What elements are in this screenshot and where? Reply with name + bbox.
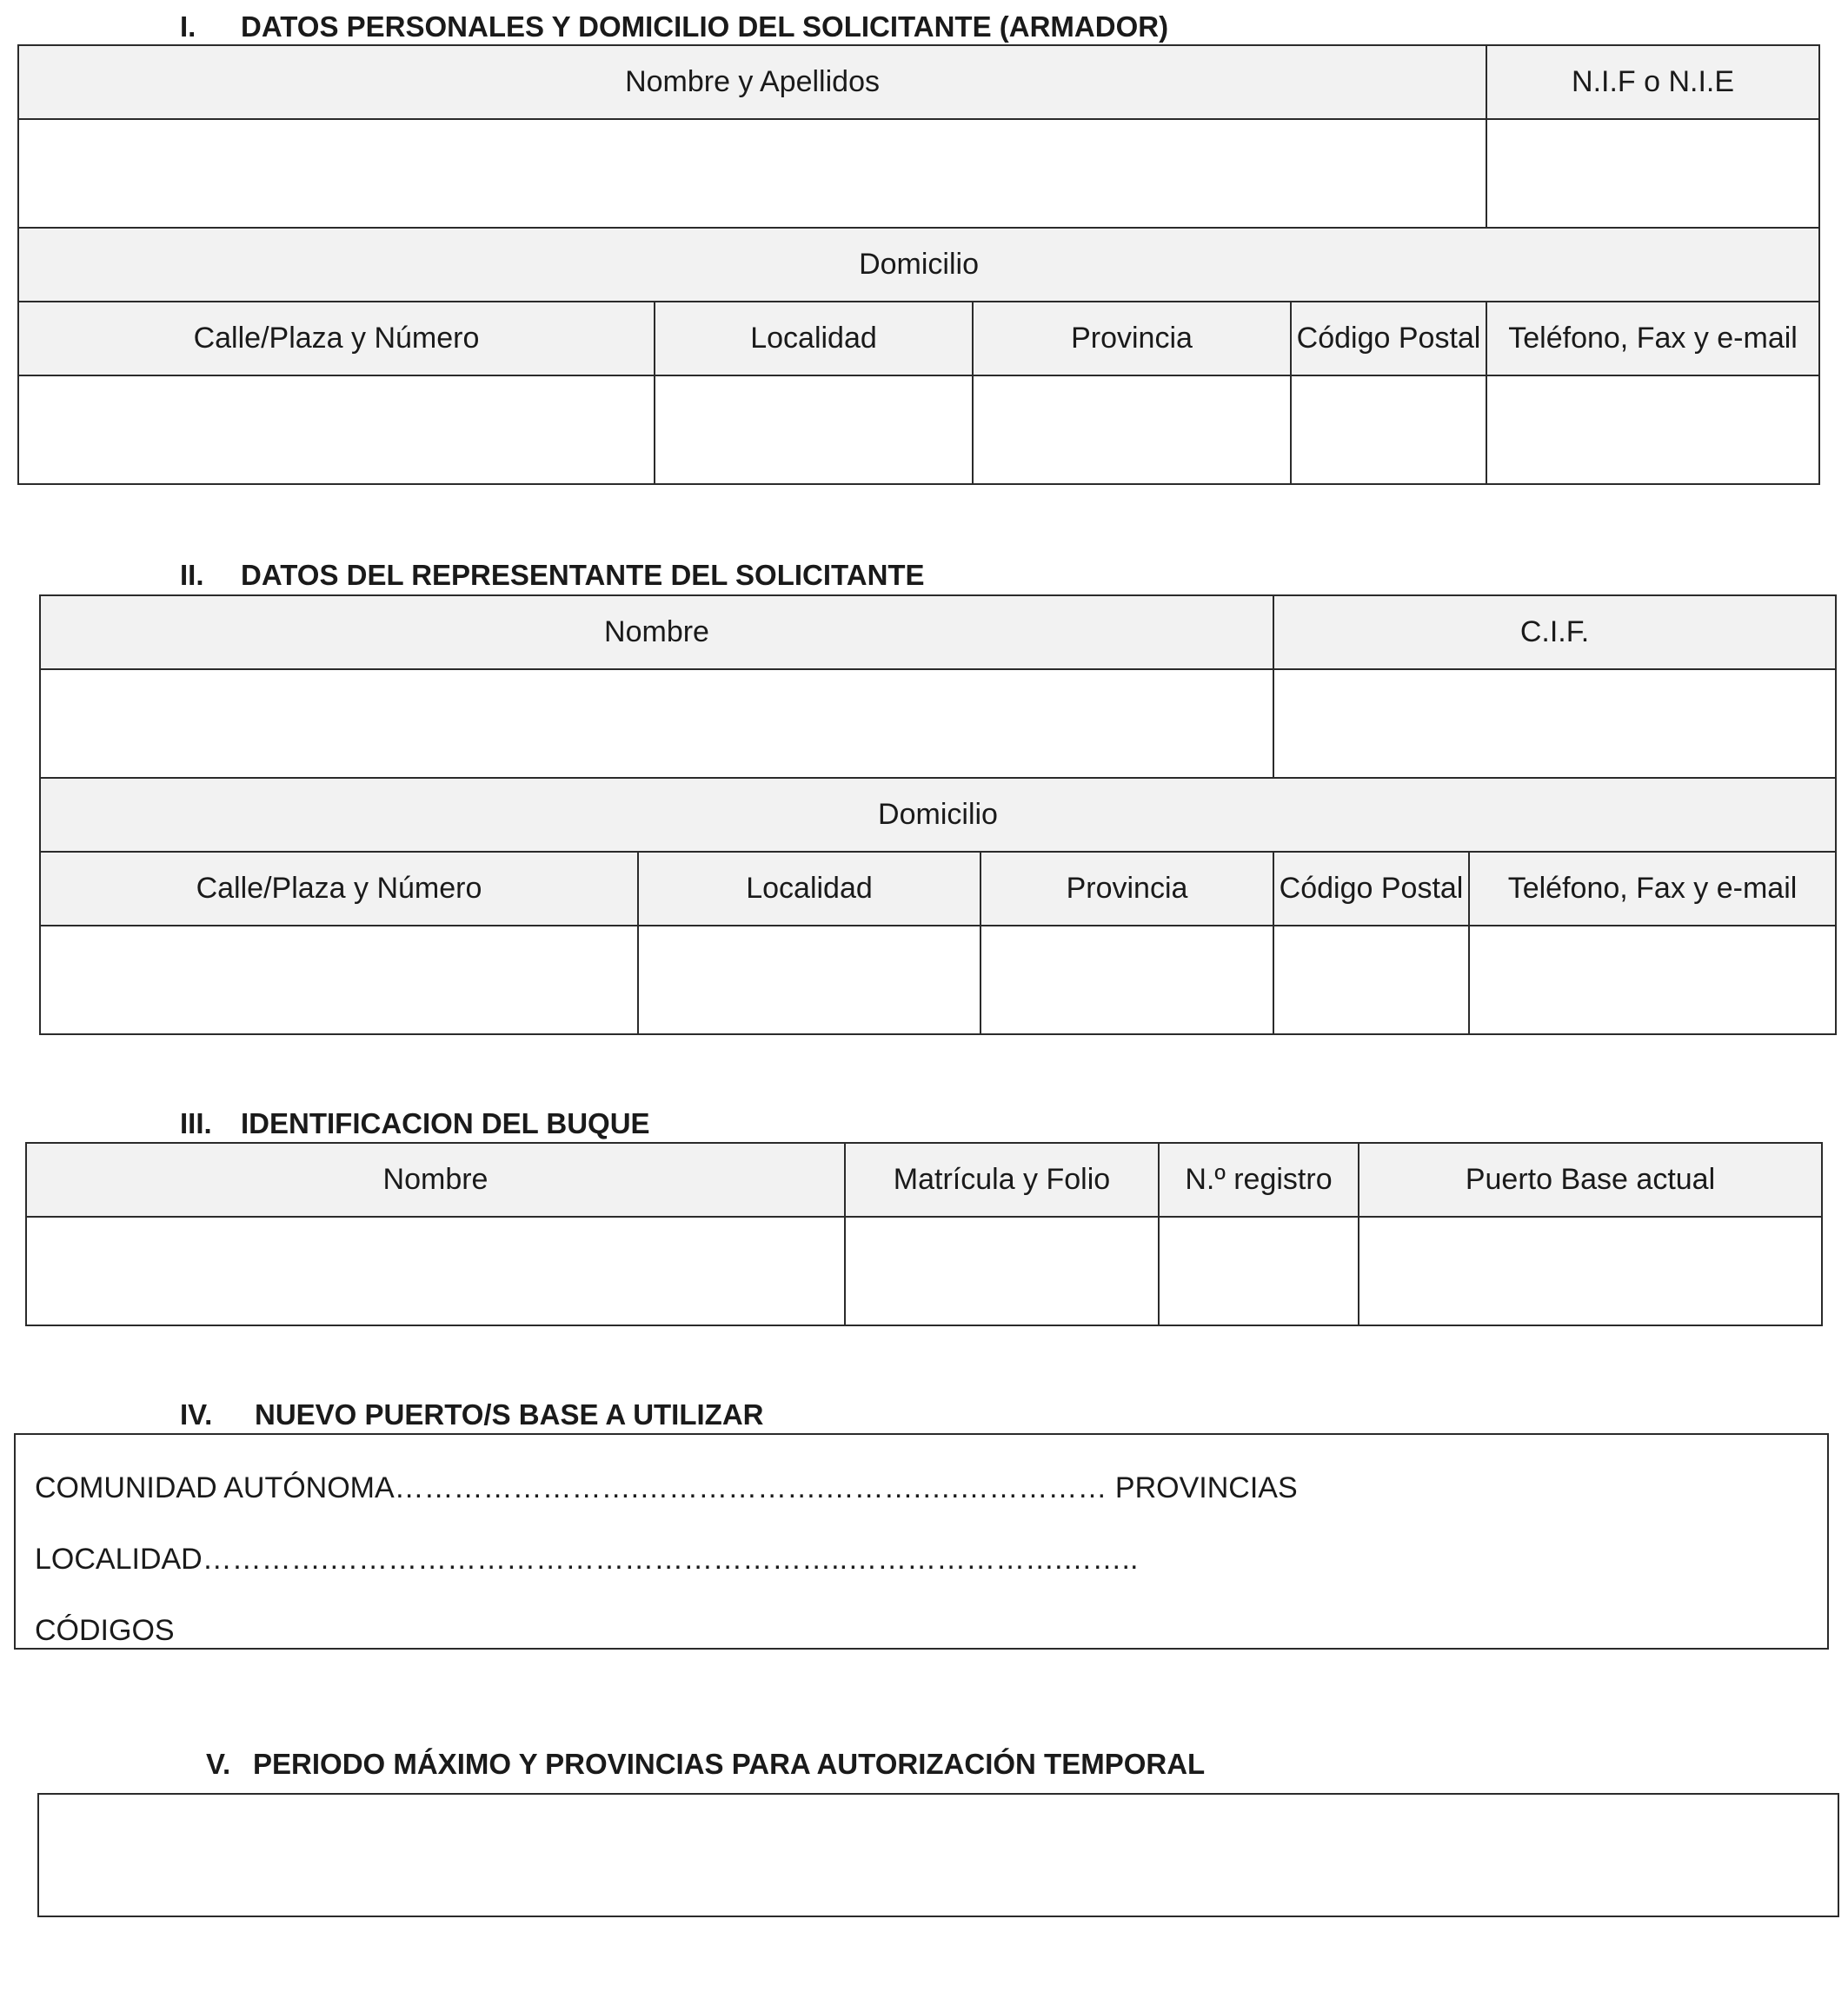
representative-cif-header: C.I.F.	[1273, 595, 1836, 669]
section-1-title	[180, 12, 1168, 41]
representative-postal-code-header: Código Postal	[1273, 852, 1469, 926]
applicant-postal-code-field[interactable]	[1291, 375, 1486, 484]
section-5-title	[206, 1750, 1205, 1778]
section-2-number: II.	[180, 559, 204, 591]
section-4-title	[180, 1400, 764, 1429]
representative-contact-field[interactable]	[1469, 926, 1836, 1034]
section-4-number: IV.	[180, 1398, 213, 1431]
applicant-table	[17, 44, 1820, 485]
representative-locality-field[interactable]	[638, 926, 981, 1034]
section-3-number: III.	[180, 1107, 212, 1139]
applicant-province-field[interactable]	[973, 375, 1291, 484]
applicant-street-header: Calle/Plaza y Número	[18, 302, 655, 375]
applicant-name-header: Nombre y Apellidos	[18, 45, 1486, 119]
section-1-title-text: DATOS PERSONALES Y DOMICILIO DEL SOLICITANTE (ARMADOR)	[241, 10, 1169, 43]
representative-contact-header: Teléfono, Fax y e-mail	[1469, 852, 1836, 926]
section-4-title-text: NUEVO PUERTO/S BASE A UTILIZAR	[255, 1398, 764, 1431]
autonomous-community-line[interactable]: COMUNIDAD AUTÓNOMA…………………….……………….……….….…………… PROVINCIAS	[35, 1471, 1298, 1504]
vessel-registration-field[interactable]	[845, 1217, 1159, 1325]
locality-line[interactable]: LOCALIDAD………….……………………………………………..………………….……..	[35, 1543, 1139, 1576]
section-3-title	[180, 1109, 650, 1138]
applicant-street-field[interactable]	[18, 375, 655, 484]
applicant-name-field[interactable]	[18, 119, 1486, 228]
vessel-table	[25, 1142, 1823, 1326]
section-2-title	[180, 561, 925, 589]
applicant-province-header: Provincia	[973, 302, 1291, 375]
vessel-name-field[interactable]	[26, 1217, 845, 1325]
applicant-nif-header: N.I.F o N.I.E	[1486, 45, 1819, 119]
representative-name-header: Nombre	[40, 595, 1273, 669]
applicant-locality-field[interactable]	[655, 375, 973, 484]
representative-domicilio-header: Domicilio	[40, 778, 1836, 852]
temporary-authorization-field[interactable]	[37, 1793, 1839, 1917]
vessel-register-number-field[interactable]	[1159, 1217, 1359, 1325]
vessel-registration-header: Matrícula y Folio	[845, 1143, 1159, 1217]
codes-line[interactable]: CÓDIGOS	[35, 1614, 175, 1647]
representative-cif-field[interactable]	[1273, 669, 1836, 778]
applicant-locality-header: Localidad	[655, 302, 973, 375]
applicant-contact-header: Teléfono, Fax y e-mail	[1486, 302, 1819, 375]
vessel-register-number-header: N.º registro	[1159, 1143, 1359, 1217]
representative-locality-header: Localidad	[638, 852, 981, 926]
section-5-title-text: PERIODO MÁXIMO Y PROVINCIAS PARA AUTORIZACIÓN TEMPORAL	[253, 1748, 1206, 1780]
applicant-domicilio-header: Domicilio	[18, 228, 1819, 302]
section-5-number: V.	[206, 1748, 231, 1780]
representative-province-field[interactable]	[981, 926, 1273, 1034]
section-2-title-text: DATOS DEL REPRESENTANTE DEL SOLICITANTE	[241, 559, 925, 591]
representative-street-header: Calle/Plaza y Número	[40, 852, 638, 926]
section-3-title-text: IDENTIFICACION DEL BUQUE	[241, 1107, 650, 1139]
representative-table	[39, 594, 1837, 1035]
applicant-contact-field[interactable]	[1486, 375, 1819, 484]
representative-street-field[interactable]	[40, 926, 638, 1034]
applicant-nif-field[interactable]	[1486, 119, 1819, 228]
vessel-current-port-header: Puerto Base actual	[1359, 1143, 1822, 1217]
applicant-postal-code-header: Código Postal	[1291, 302, 1486, 375]
representative-province-header: Provincia	[981, 852, 1273, 926]
vessel-name-header: Nombre	[26, 1143, 845, 1217]
vessel-current-port-field[interactable]	[1359, 1217, 1822, 1325]
section-1-number: I.	[180, 10, 196, 43]
representative-postal-code-field[interactable]	[1273, 926, 1469, 1034]
new-base-port-box	[14, 1433, 1829, 1650]
representative-name-field[interactable]	[40, 669, 1273, 778]
